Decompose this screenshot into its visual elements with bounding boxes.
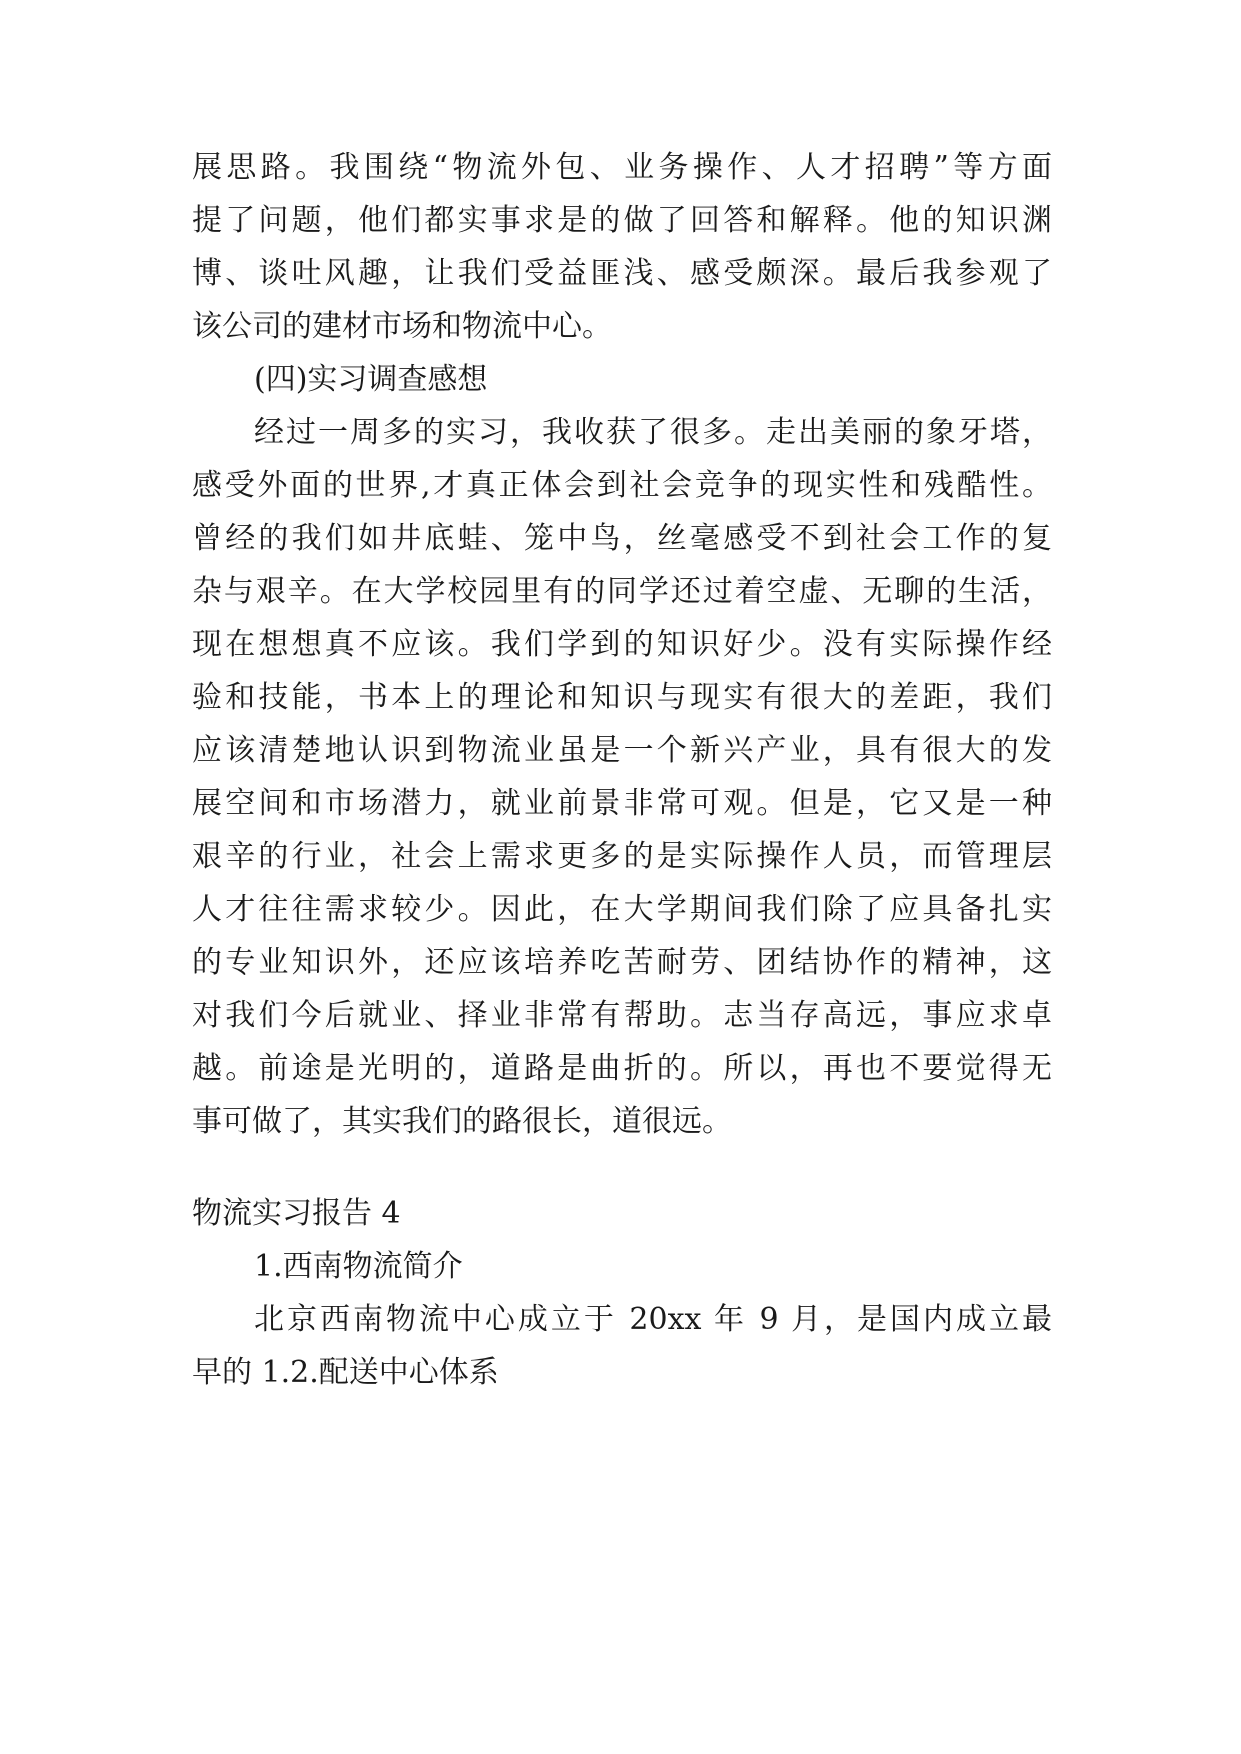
section-heading: 1.西南物流简介 <box>254 1249 463 1284</box>
paragraph-line: 应该清楚地认识到物流业虽是一个新兴产业，具有很大的发 <box>192 733 1052 768</box>
paragraph-line: 感受外面的世界,才真正体会到社会竞争的现实性和残酷性。 <box>192 468 1052 503</box>
paragraph-line: 提了问题，他们都实事求是的做了回答和解释。他的知识渊 <box>192 203 1052 238</box>
paragraph-line: 展思路。我围绕“物流外包、业务操作、人才招聘”等方面 <box>192 150 1052 185</box>
paragraph-line: 越。前途是光明的，道路是曲折的。所以，再也不要觉得无 <box>192 1051 1052 1086</box>
paragraph-line: 博、谈吐风趣，让我们受益匪浅、感受颇深。最后我参观了 <box>192 256 1052 291</box>
paragraph-line: 杂与艰辛。在大学校园里有的同学还过着空虚、无聊的生活， <box>192 574 1052 609</box>
section-heading: (四)实习调查感想 <box>254 362 488 397</box>
paragraph-line: 验和技能，书本上的理论和知识与现实有很大的差距，我们 <box>192 680 1052 715</box>
paragraph-line: 现在想想真不应该。我们学到的知识好少。没有实际操作经 <box>192 627 1052 662</box>
paragraph-line: 早的 1.2.配送中心体系 <box>192 1355 499 1390</box>
paragraph-line: 展空间和市场潜力，就业前景非常可观。但是，它又是一种 <box>192 786 1052 821</box>
paragraph-line: 对我们今后就业、择业非常有帮助。志当存高远，事应求卓 <box>192 998 1052 1033</box>
paragraph-line: 该公司的建材市场和物流中心。 <box>192 309 612 344</box>
paragraph-line: 人才往往需求较少。因此，在大学期间我们除了应具备扎实 <box>192 892 1052 927</box>
paragraph-line: 的专业知识外，还应该培养吃苦耐劳、团结协作的精神，这 <box>192 945 1052 980</box>
paragraph-line: 艰辛的行业，社会上需求更多的是实际操作人员，而管理层 <box>192 839 1052 874</box>
paragraph-line: 北京西南物流中心成立于 20xx 年 9 月，是国内成立最 <box>254 1302 1052 1337</box>
paragraph-line: 事可做了，其实我们的路很长，道很远。 <box>192 1104 732 1139</box>
report-title: 物流实习报告 4 <box>192 1196 401 1231</box>
paragraph-line: 曾经的我们如井底蛙、笼中鸟，丝毫感受不到社会工作的复 <box>192 521 1052 556</box>
paragraph-line: 经过一周多的实习，我收获了很多。走出美丽的象牙塔， <box>254 415 1052 450</box>
